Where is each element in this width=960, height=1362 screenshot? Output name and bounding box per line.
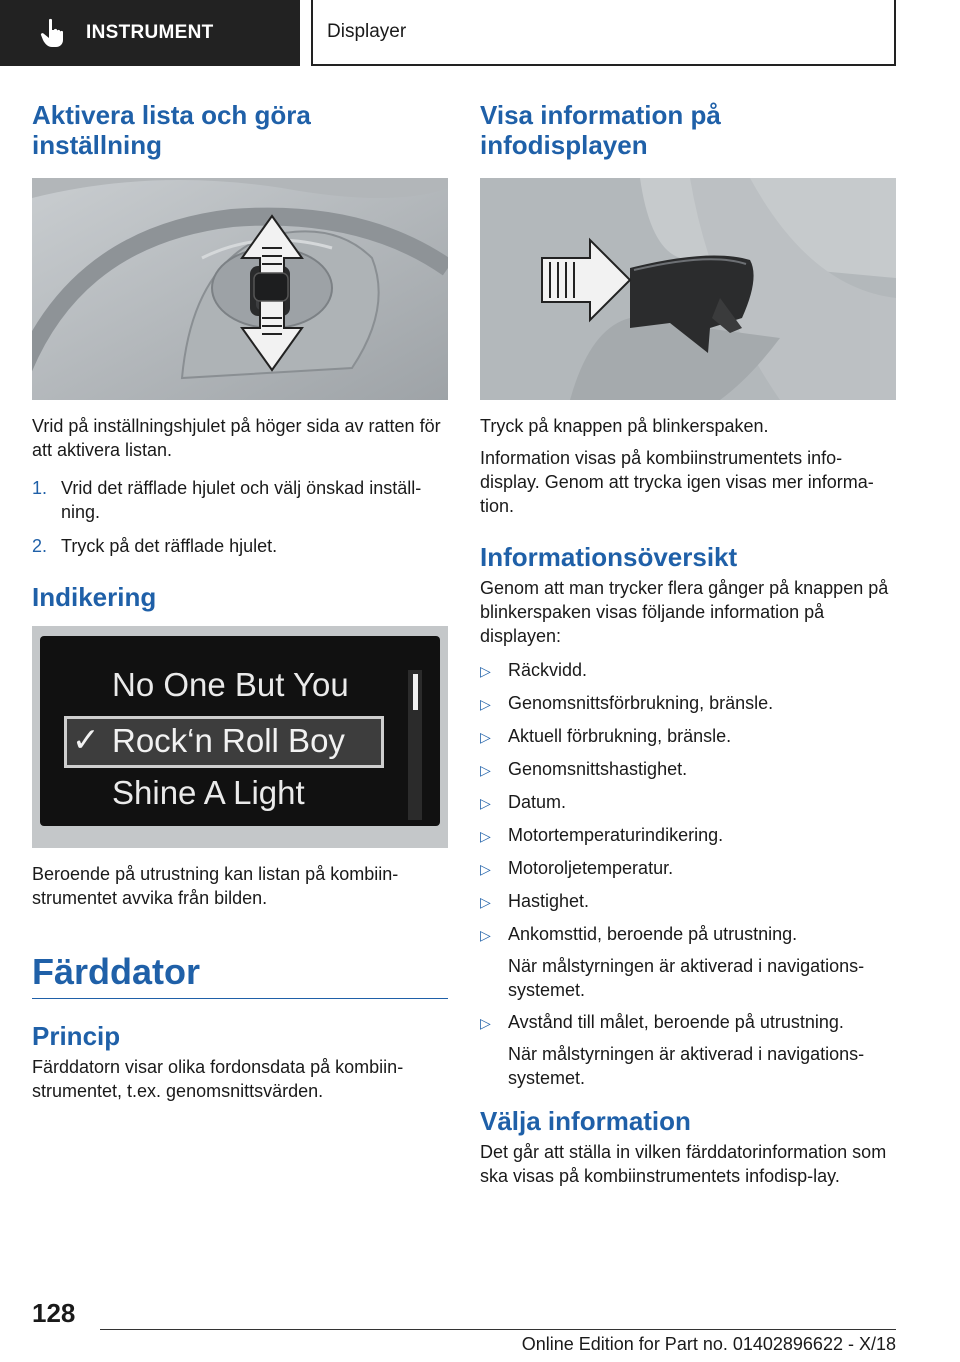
section-tab bbox=[0, 0, 300, 66]
heading-indication: Indikering bbox=[32, 582, 157, 612]
list-item-text: Datum. bbox=[508, 792, 567, 812]
list-item bbox=[32, 476, 448, 524]
list-item bbox=[480, 922, 896, 1002]
overview-text: Genom att man trycker flera gånger på knappen på blinkerspaken visas följande information på displayen: bbox=[480, 578, 889, 646]
heading-select-info: Välja information bbox=[480, 1106, 691, 1136]
check-icon: ✓ bbox=[72, 721, 100, 758]
turn-signal-lever-image bbox=[480, 178, 896, 400]
list-item-text: Avstånd till målet, beroende på utrustning. bbox=[508, 1012, 844, 1032]
info-list bbox=[480, 658, 896, 1090]
display-scrollbar-thumb bbox=[413, 674, 418, 710]
triangle-bullet-icon: ▷ bbox=[480, 795, 491, 811]
step-text: Tryck på det räfflade hjulet. bbox=[61, 536, 278, 556]
triangle-bullet-icon: ▷ bbox=[480, 828, 491, 844]
list-item-text: Räckvidd. bbox=[508, 660, 588, 680]
heading-principle: Princip bbox=[32, 1021, 121, 1051]
triangle-bullet-icon: ▷ bbox=[480, 696, 491, 712]
list-item-text: Motoroljetemperatur. bbox=[508, 858, 674, 878]
step-list bbox=[32, 476, 448, 558]
show-text-2: Information visas på kombiinstrumentets info‐display. Genom att trycka igen visas mer informa‐tion. bbox=[480, 448, 874, 516]
list-item bbox=[480, 691, 896, 716]
list-item-text: Genomsnittsförbrukning, bränsle. bbox=[508, 693, 774, 713]
triangle-bullet-icon: ▷ bbox=[480, 1015, 491, 1031]
show-text-1: Tryck på knappen på blinkerspaken. bbox=[480, 416, 769, 436]
list-item-note: När målstyrningen är aktiverad i navigations‐systemet. bbox=[508, 956, 865, 1000]
list-item-text: Hastighet. bbox=[508, 891, 590, 911]
triangle-bullet-icon: ▷ bbox=[480, 861, 491, 877]
list-item bbox=[480, 790, 896, 815]
right-column bbox=[480, 100, 896, 1188]
steering-wheel-image bbox=[32, 178, 448, 400]
section-title: Färddator bbox=[32, 951, 201, 992]
list-item-note: När målstyrningen är aktiverad i navigations‐systemet. bbox=[508, 1044, 865, 1088]
page-header bbox=[311, 0, 896, 66]
triangle-bullet-icon: ▷ bbox=[480, 663, 491, 679]
edition-text: Online Edition for Part no. 01402896622 - X/18 bbox=[521, 1334, 896, 1354]
heading-activate-list: Aktivera lista och göra inställning bbox=[32, 100, 311, 160]
triangle-bullet-icon: ▷ bbox=[480, 927, 491, 943]
list-item bbox=[480, 856, 896, 881]
section-divider bbox=[32, 998, 448, 999]
footer-divider bbox=[100, 1329, 896, 1330]
list-item bbox=[480, 757, 896, 782]
triangle-bullet-icon: ▷ bbox=[480, 762, 491, 778]
display-item: Shine A Light bbox=[112, 774, 305, 811]
heading-show-info: Visa information på infodisplayen bbox=[480, 100, 721, 160]
list-item bbox=[32, 534, 448, 558]
page-number: 128 bbox=[32, 1298, 76, 1328]
section-label: INSTRUMENT bbox=[86, 22, 214, 43]
triangle-bullet-icon: ▷ bbox=[480, 894, 491, 910]
step-number: 1. bbox=[32, 478, 48, 498]
list-item bbox=[480, 658, 896, 683]
step-number: 2. bbox=[32, 536, 48, 556]
page-label: Displayer bbox=[327, 21, 407, 42]
step-text: Vrid det räfflade hjulet och välj önskad inställ‐ning. bbox=[61, 478, 422, 522]
list-item bbox=[480, 724, 896, 749]
left-column bbox=[32, 100, 448, 1103]
indication-text: Beroende på utrustning kan listan på kombiin‐strumentet avvika från bilden. bbox=[32, 864, 399, 908]
select-text: Det går att ställa in vilken färddatorinformation som ska visas på kombiinstrumentets infodisp‐lay. bbox=[480, 1142, 887, 1186]
display-item: No One But You bbox=[112, 666, 349, 703]
list-item-text: Aktuell förbrukning, bränsle. bbox=[508, 726, 732, 746]
pointing-hand-icon bbox=[40, 18, 66, 48]
display-item: Rock‘n Roll Boy bbox=[112, 722, 345, 759]
heading-overview: Informationsöversikt bbox=[480, 542, 738, 572]
display-list-image bbox=[32, 626, 448, 848]
list-item bbox=[480, 889, 896, 914]
list-item bbox=[480, 1010, 896, 1090]
activate-text: Vrid på inställningshjulet på höger sida av ratten för att aktivera listan. bbox=[32, 416, 441, 460]
list-item bbox=[480, 823, 896, 848]
triangle-bullet-icon: ▷ bbox=[480, 729, 491, 745]
list-item-text: Motortemperaturindikering. bbox=[508, 825, 724, 845]
principle-text: Färddatorn visar olika fordonsdata på kombiin‐strumentet, t.ex. genomsnittsvärden. bbox=[32, 1057, 404, 1101]
list-item-text: Genomsnittshastighet. bbox=[508, 759, 688, 779]
list-item-text: Ankomsttid, beroende på utrustning. bbox=[508, 924, 798, 944]
